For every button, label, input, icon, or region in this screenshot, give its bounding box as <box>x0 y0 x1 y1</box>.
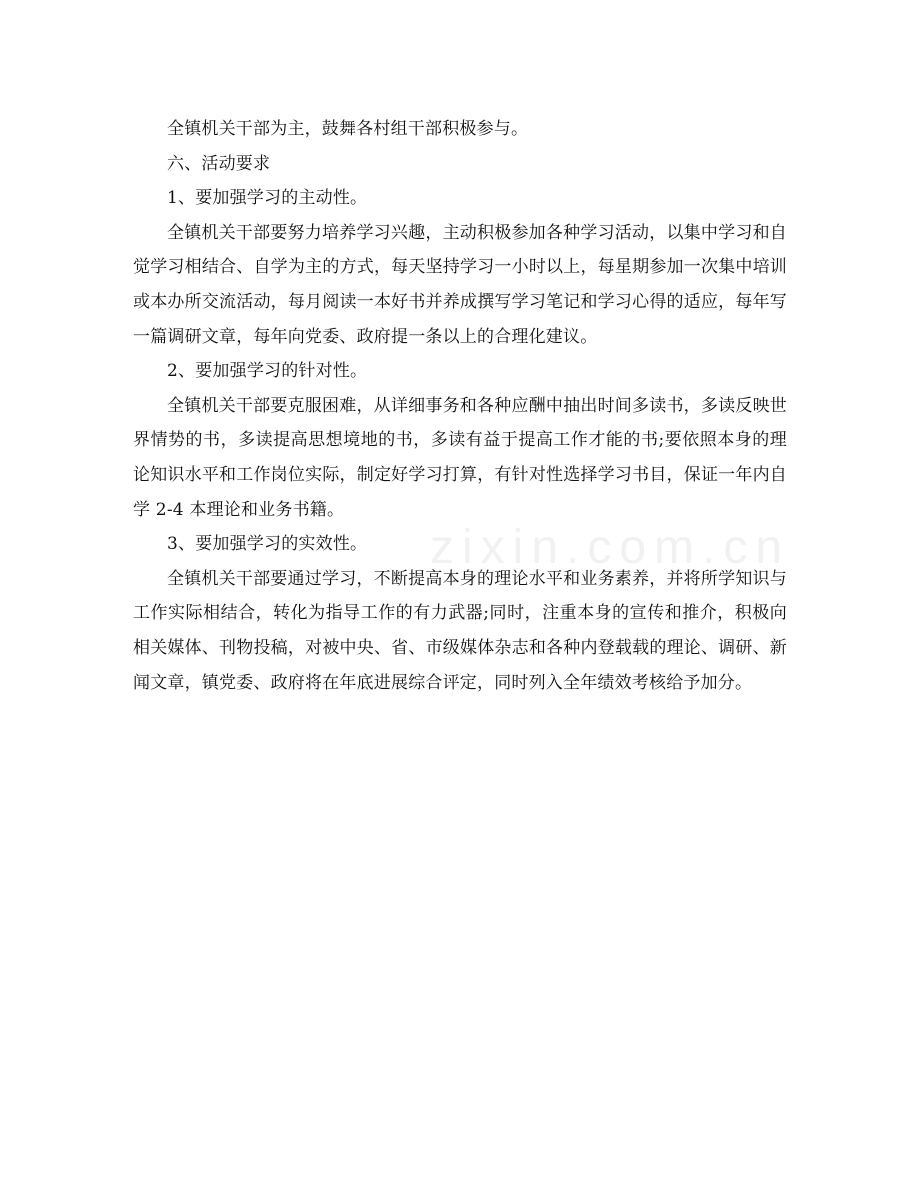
subheading: 3、要加强学习的实效性。 <box>167 534 368 555</box>
subheading: 2、要加强学习的针对性。 <box>167 361 368 382</box>
body-paragraph: 全镇机关干部要努力培养学习兴趣，主动积极参加各种学习活动，以集中学习和自觉学习相结合、自学为主的方式，每天坚持学习一小时以上，每星期参加一次集中培训或本办所交流活动，每月阅读一本好书并养成撰写学习笔记和学习心得的适应，每年写一篇调研文章，每年向党委、政府提一条以上的合理化建议。 <box>133 222 787 347</box>
subheading: 1、要加强学习的主动性。 <box>167 188 368 209</box>
section-heading: 六、活动要求 <box>167 153 271 174</box>
body-paragraph: 全镇机关干部为主，鼓舞各村组干部积极参与。 <box>167 119 529 139</box>
document-body <box>133 112 787 700</box>
body-paragraph: 全镇机关干部要克服困难，从详细事务和各种应酬中抽出时间多读书，多读反映世界情势的书，多读提高思想境地的书，多读有益于提高工作才能的书;要依照本身的理论知识水平和工作岗位实际，制定好学习打算，有针对性选择学习书目，保证一年内自学 2-4 本理论和业务书籍。 <box>133 395 787 520</box>
watermark: zixin.com.cn <box>430 521 791 574</box>
body-paragraph: 全镇机关干部要通过学习，不断提高本身的理论水平和业务素养，并将所学知识与工作实际相结合，转化为指导工作的有力武器;同时，注重本身的宣传和推介，积极向相关媒体、刊物投稿，对被中央、省、市级媒体杂志和各种内登载载的理论、调研、新闻文章，镇党委、政府将在年底进展综合评定，同时列入全年绩效考核给予加分。 <box>133 568 787 693</box>
